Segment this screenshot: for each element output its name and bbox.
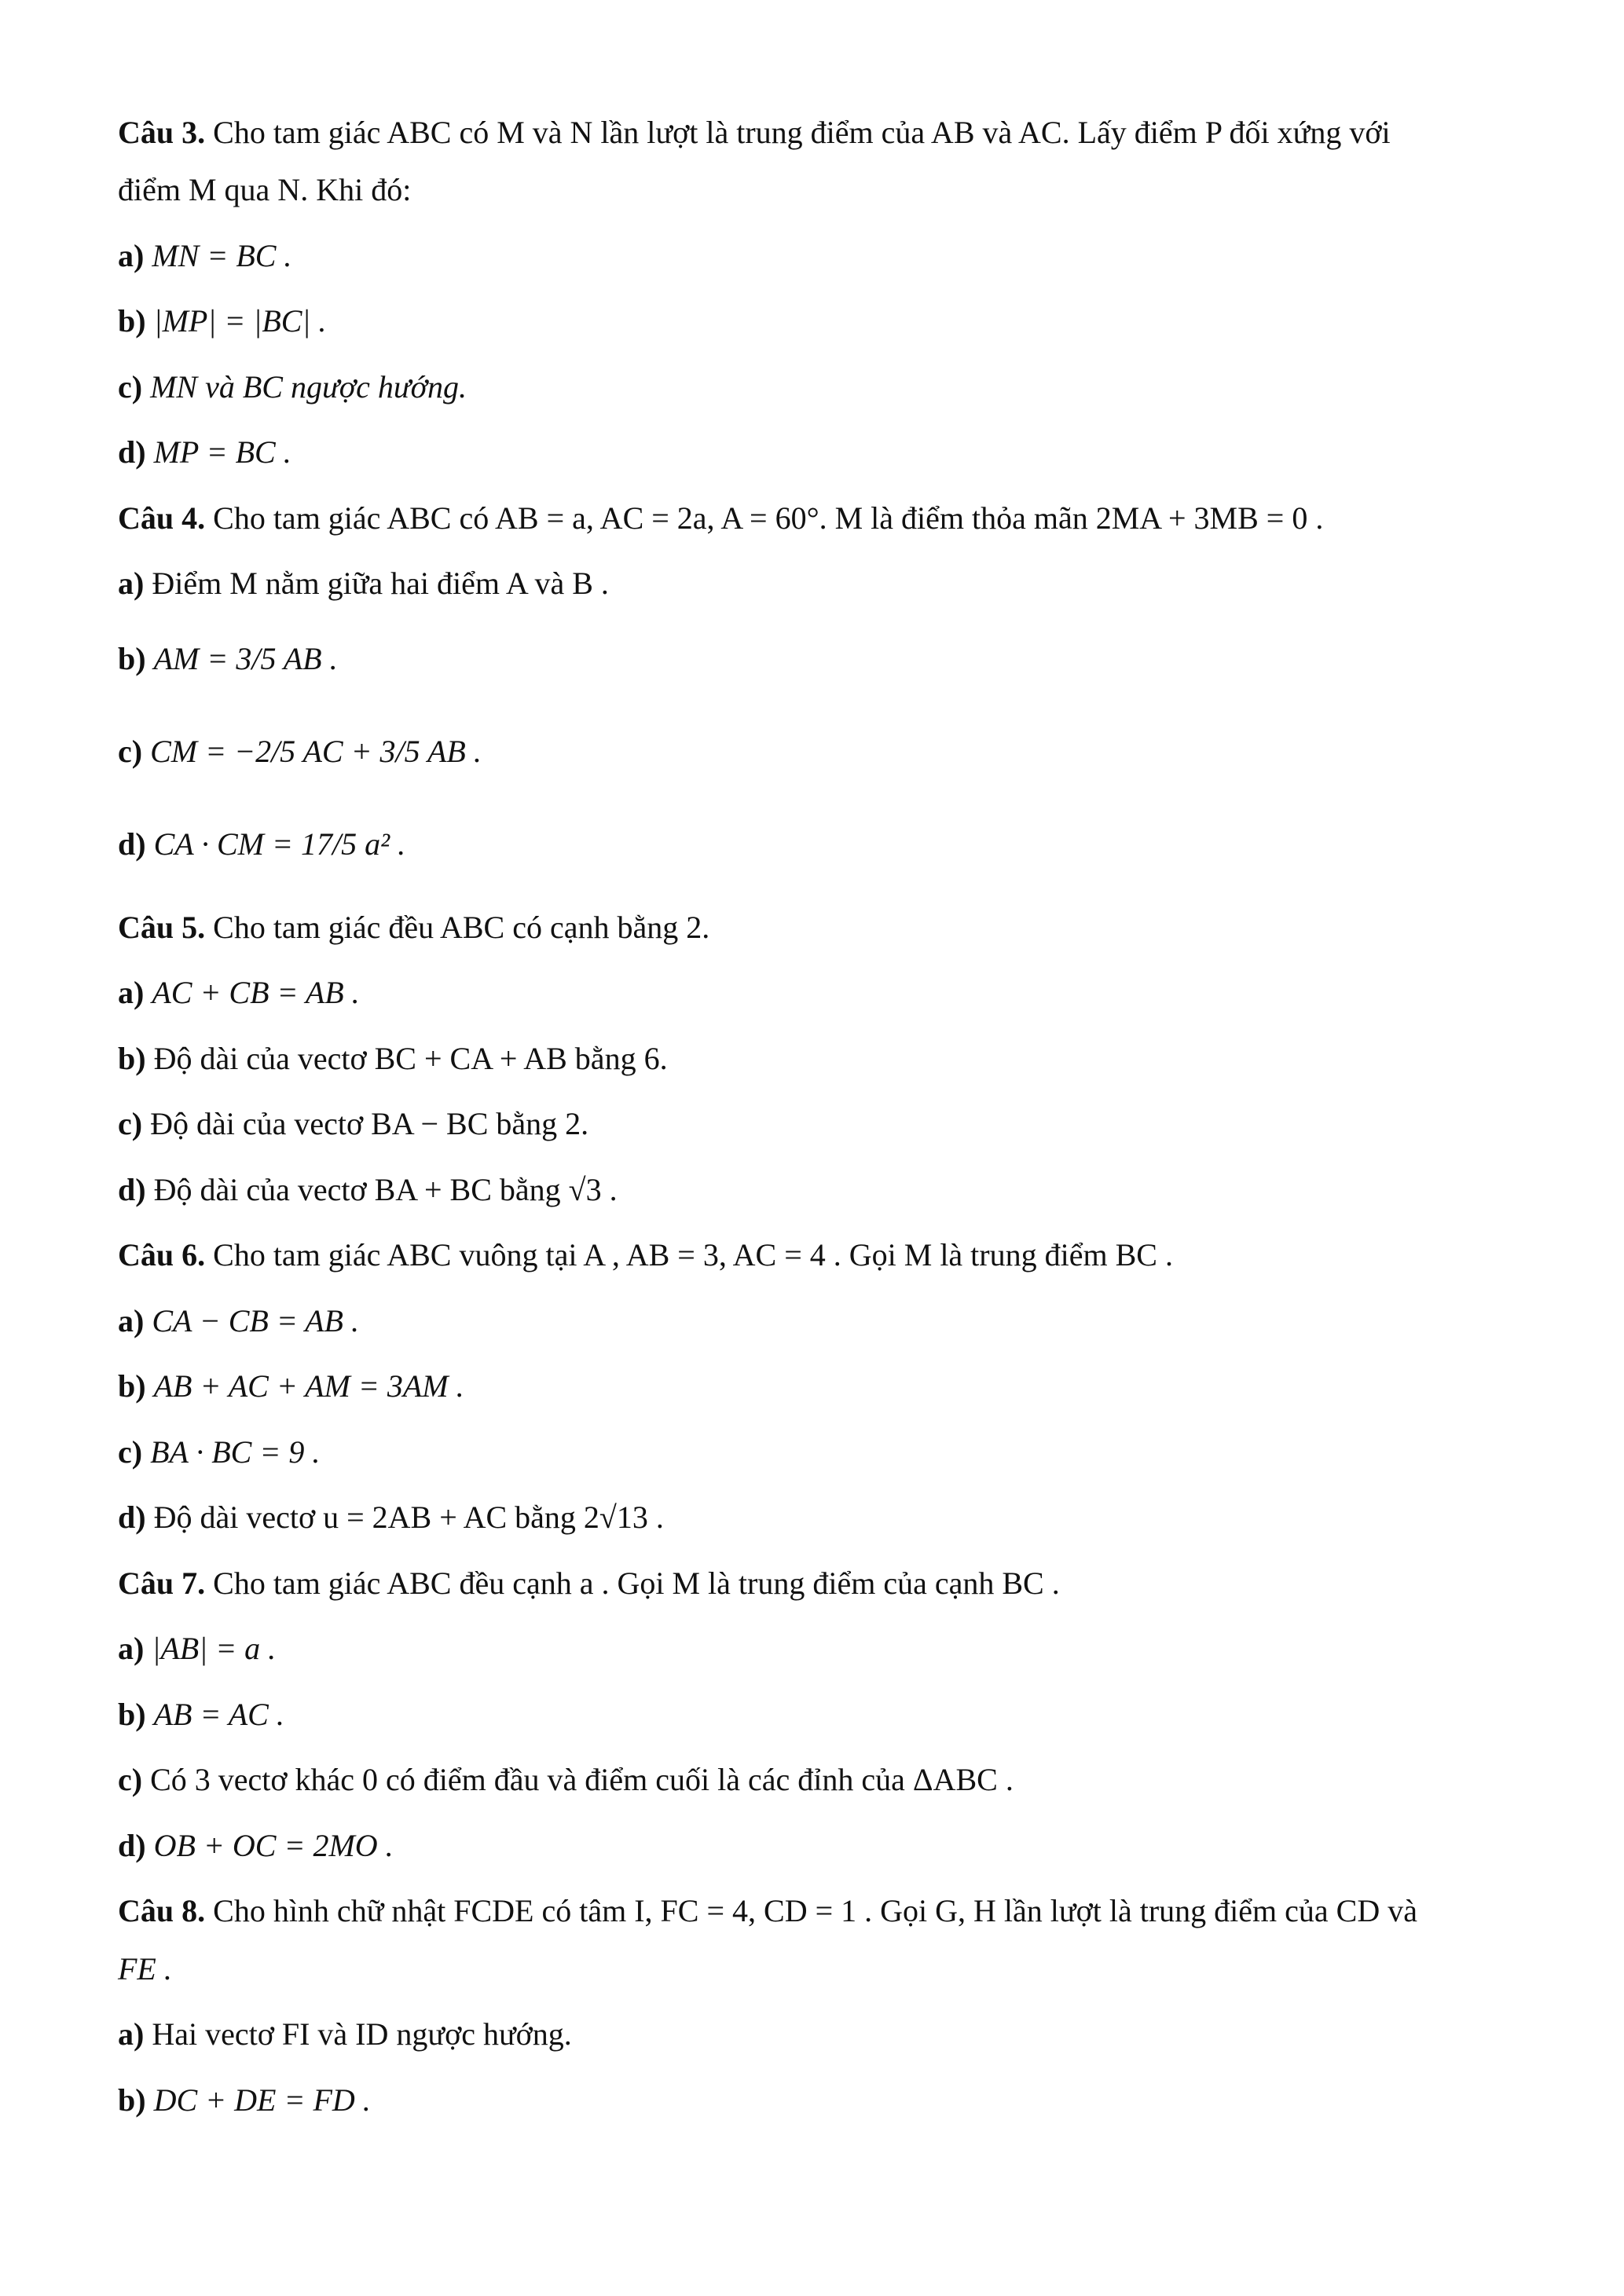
option-text: AB = AC . bbox=[153, 1696, 284, 1732]
question-6-option-b bbox=[118, 1363, 1524, 1410]
question-4-option-d bbox=[118, 804, 1524, 883]
question-3-stem-line bbox=[118, 108, 1524, 156]
question-6-stem: Cho tam giác ABC vuông tại A , AB = 3, AC = 4 . Gọi M là trung điểm BC . bbox=[213, 1237, 1173, 1273]
question-7-option-a bbox=[118, 1625, 1524, 1672]
document-body bbox=[118, 108, 1524, 2142]
question-8-stem-cont-line bbox=[118, 1945, 1524, 1992]
question-3-option-d bbox=[118, 429, 1524, 476]
option-label: a) bbox=[118, 566, 145, 601]
option-text: Độ dài của vectơ BA − BC bằng 2. bbox=[150, 1106, 589, 1141]
question-5-stem: Cho tam giác đều ABC có cạnh bằng 2. bbox=[213, 909, 710, 945]
question-4-option-a bbox=[118, 560, 1524, 607]
option-label: b) bbox=[118, 2082, 146, 2118]
question-6-stem-line bbox=[118, 1232, 1524, 1279]
question-7-option-d bbox=[118, 1822, 1524, 1869]
option-label: c) bbox=[118, 1434, 143, 1470]
option-text: Độ dài vectơ u = 2AB + AC bằng 2√13 . bbox=[153, 1500, 664, 1535]
question-6-heading: Câu 6. bbox=[118, 1237, 206, 1273]
option-text: MN = BC . bbox=[152, 237, 292, 273]
option-label: a) bbox=[118, 1631, 145, 1666]
option-label: a) bbox=[118, 237, 145, 273]
question-8-option-b bbox=[118, 2076, 1524, 2123]
option-label: d) bbox=[118, 1171, 146, 1207]
option-text: AC + CB = AB . bbox=[152, 975, 360, 1010]
option-label: c) bbox=[118, 368, 143, 405]
question-5-option-b bbox=[118, 1034, 1524, 1082]
question-4-option-c bbox=[118, 712, 1524, 790]
question-3-heading: Câu 3. bbox=[118, 114, 206, 150]
question-5-option-d bbox=[118, 1166, 1524, 1213]
question-5-heading: Câu 5. bbox=[118, 909, 206, 945]
option-label: b) bbox=[118, 1040, 146, 1076]
option-text: BA · BC = 9 . bbox=[150, 1434, 321, 1470]
question-7-option-b bbox=[118, 1690, 1524, 1738]
question-5-stem-line bbox=[118, 903, 1524, 950]
option-text: CA − CB = AB . bbox=[152, 1302, 359, 1338]
question-3-option-c bbox=[118, 363, 1524, 410]
option-text: Hai vectơ FI và ID ngược hướng. bbox=[152, 2016, 572, 2052]
option-text: CM = −2/5 AC + 3/5 AB . bbox=[150, 733, 482, 769]
option-text: DC + DE = FD . bbox=[153, 2082, 371, 2118]
question-4-stem: Cho tam giác ABC có AB = a, AC = 2a, A = 60°. M là điểm thỏa mãn 2MA + 3MB = 0 . bbox=[213, 500, 1324, 536]
option-text: Độ dài của vectơ BC + CA + AB bằng 6. bbox=[153, 1040, 668, 1076]
option-label: c) bbox=[118, 733, 143, 769]
question-7-heading: Câu 7. bbox=[118, 1565, 206, 1601]
question-4-option-b bbox=[118, 619, 1524, 698]
question-3-option-a bbox=[118, 232, 1524, 279]
question-8-stem: Cho hình chữ nhật FCDE có tâm I, FC = 4, CD = 1 . Gọi G, H lần lượt là trung điểm của CD và bbox=[213, 1893, 1417, 1928]
option-label: b) bbox=[118, 303, 146, 339]
option-label: d) bbox=[118, 1500, 146, 1535]
option-label: b) bbox=[118, 640, 146, 676]
question-8-stem-cont: FE . bbox=[118, 1950, 172, 1987]
option-text: Độ dài của vectơ BA + BC bằng √3 . bbox=[153, 1171, 618, 1207]
question-5-option-c bbox=[118, 1100, 1524, 1148]
option-text: MN và BC ngược hướng. bbox=[150, 368, 467, 405]
question-6-option-c bbox=[118, 1428, 1524, 1475]
option-text: MP = BC . bbox=[153, 434, 291, 470]
option-label: c) bbox=[118, 1106, 143, 1141]
option-text: |AB| = a . bbox=[152, 1631, 277, 1666]
question-3-option-b bbox=[118, 298, 1524, 345]
question-4-heading: Câu 4. bbox=[118, 500, 206, 536]
question-3-stem-cont-line bbox=[118, 167, 1524, 214]
option-label: c) bbox=[118, 1762, 143, 1797]
option-text: |MP| = |BC| . bbox=[153, 303, 327, 339]
option-label: a) bbox=[118, 1302, 145, 1338]
option-label: d) bbox=[118, 826, 146, 862]
option-label: b) bbox=[118, 1696, 146, 1732]
option-text: OB + OC = 2MO . bbox=[153, 1827, 394, 1863]
question-8-option-a bbox=[118, 2011, 1524, 2058]
option-text: CA · CM = 17/5 a² . bbox=[153, 826, 406, 862]
option-label: d) bbox=[118, 434, 146, 470]
option-label: d) bbox=[118, 1827, 146, 1863]
question-4-stem-line bbox=[118, 494, 1524, 541]
option-text: AM = 3/5 AB . bbox=[153, 640, 338, 676]
question-7-option-c bbox=[118, 1756, 1524, 1803]
option-label: b) bbox=[118, 1368, 146, 1404]
option-text: Có 3 vectơ khác 0 có điểm đầu và điểm cuối là các đỉnh của ΔABC . bbox=[150, 1762, 1014, 1797]
option-text: Điểm M nằm giữa hai điểm A và B . bbox=[152, 566, 609, 601]
question-8-heading: Câu 8. bbox=[118, 1893, 206, 1928]
question-6-option-a bbox=[118, 1297, 1524, 1344]
question-8-stem-line bbox=[118, 1888, 1524, 1935]
question-3-stem-cont: điểm M qua N. Khi đó: bbox=[118, 172, 412, 207]
question-6-option-d bbox=[118, 1494, 1524, 1541]
option-label: a) bbox=[118, 2016, 145, 2052]
option-label: a) bbox=[118, 975, 145, 1010]
option-text: AB + AC + AM = 3AM . bbox=[153, 1368, 464, 1404]
question-3-stem: Cho tam giác ABC có M và N lần lượt là trung điểm của AB và AC. Lấy điểm P đối xứng với bbox=[213, 114, 1391, 150]
question-7-stem-line bbox=[118, 1559, 1524, 1606]
question-7-stem: Cho tam giác ABC đều cạnh a . Gọi M là trung điểm của cạnh BC . bbox=[213, 1565, 1060, 1601]
question-5-option-a bbox=[118, 969, 1524, 1016]
